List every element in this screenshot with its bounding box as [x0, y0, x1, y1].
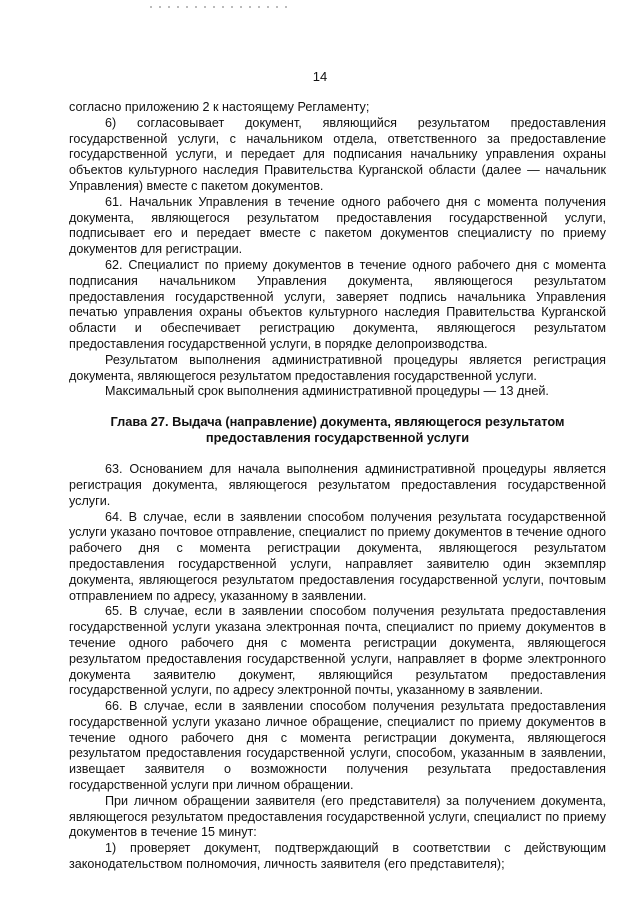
scan-artifact — [150, 6, 290, 8]
paragraph-61: 61. Начальник Управления в течение одного рабочего дня с момента получения документа, являющегося результатом предоставления государственной услуги, подписывает его и передает вместе с пакетом документов специалисту по приему документов для регистрации. — [69, 194, 606, 257]
chapter-heading: Глава 27. Выдача (направление) документа, являющегося результатом предоставления государственной услуги — [110, 414, 565, 446]
paragraph-result: Результатом выполнения административной процедуры является регистрация документа, являющегося результатом предоставления государственной услуги. — [69, 352, 606, 383]
paragraph-64: 64. В случае, если в заявлении способом получения результата государственной услуги указано почтовое отправление, специалист по приему документов в течение одного рабочего дня с момента регистрации документа, являющегося результатом предоставления государственной услуги, направляет заявителю один экземпляр документа, являющегося результатом предоставления государственной услуги, почтовым отправлением по адресу, указанному в заявлении. — [69, 509, 606, 603]
document-body — [69, 100, 606, 873]
paragraph-item-1: 1) проверяет документ, подтверждающий в соответствии с действующим законодательством полномочия, личность заявителя (его представителя); — [69, 841, 606, 872]
paragraph-max-term: Максимальный срок выполнения административной процедуры — 13 дней. — [105, 384, 549, 399]
paragraph-62: 62. Специалист по приему документов в течение одного рабочего дня с момента подписания начальником Управления документа, являющегося результатом предоставления государственной услуги, заверяет подпись начальника Управления печатью управления охраны объектов культурного наследия Правительства Курганской области и обеспечивает регистрацию документа, являющегося результатом предоставления государственной услуги, в порядке делопроизводства. — [69, 257, 606, 351]
page-number: 14 — [312, 69, 328, 84]
paragraph-63: 63. Основанием для начала выполнения административной процедуры является регистрация документа, являющегося результатом предоставления государственной услуги. — [69, 462, 606, 508]
paragraph-66: 66. В случае, если в заявлении способом получения результата предоставления государственной услуги указано личное обращение, специалист по приему документов в течение одного рабочего дня с момента регистрации документа, являющегося результатом предоставления государственной услуги, способом, указанным в заявлении, извещает заявителя о возможности получения результата предоставления государственной услуги при личном обращении. — [69, 699, 606, 793]
paragraph-continuation: согласно приложению 2 к настоящему Регламенту; — [69, 100, 370, 114]
paragraph-item-6: 6) согласовывает документ, являющийся результатом предоставления государственной услуги, с начальником отдела, ответственного за предоставление государственной услуги, и передает для подписания начальнику управления охраны объектов культурного наследия Правительства Курганской области (далее — начальник Управления) вместе с пакетом документов. — [69, 115, 606, 193]
paragraph-personal-visit: При личном обращении заявителя (его представителя) за получением документа, являющегося результатом предоставления государственной услуги, специалист по приему документов в течение 15 минут: — [69, 793, 606, 840]
paragraph-65: 65. В случае, если в заявлении способом получения результата предоставления государственной услуги указана электронная почта, специалист по приему документов в течение одного рабочего дня с момента регистрации документа, являющегося результатом предоставления государственной услуги, направляет в форме электронного документа заявителю документ, являющийся результатом предоставления государственной услуги, по адресу электронной почты, указанному в заявлении. — [69, 604, 606, 698]
